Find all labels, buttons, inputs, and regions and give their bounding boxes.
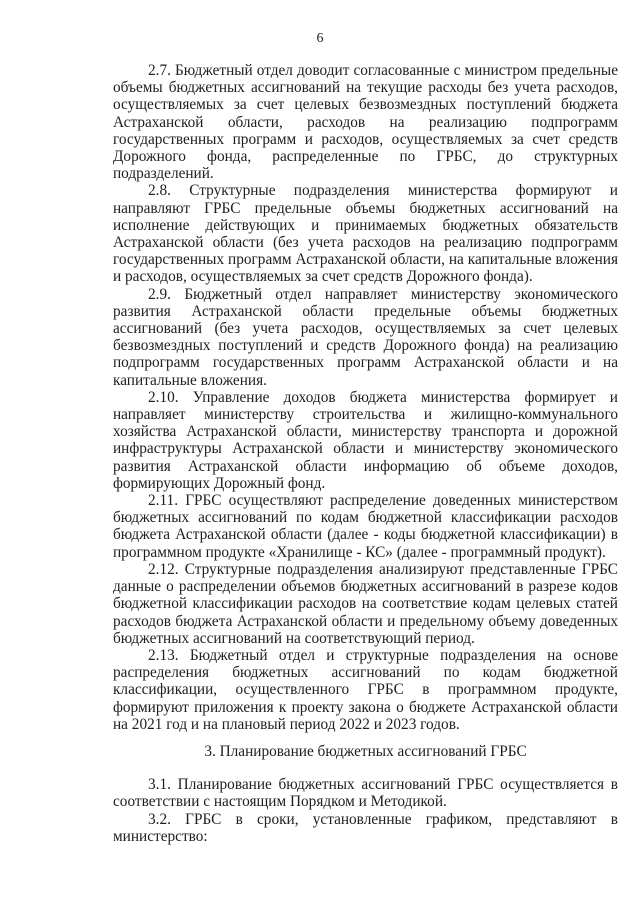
paragraph-2-9: 2.9. Бюджетный отдел направляет министерству экономического развития Астраханской области предельные объемы бюджетных ассигнований (без учета расходов, осуществляемых за счет целевых безвозмездных поступлений и средств Дорожного фонда) на реализацию подпрограмм государственных программ Астраханской области и на капитальные вложения. — [113, 285, 618, 389]
paragraph-3-2: 3.2. ГРБС в сроки, установленные графиком, представляют в министерство: — [113, 810, 618, 845]
paragraph-2-13: 2.13. Бюджетный отдел и структурные подразделения на основе распределения бюджетных ассигнований по кодам бюджетной классификации, осуществленного ГРБС в программном продукте, формируют приложения к проекту закона о бюджете Астраханской области на 2021 год и на плановый период 2022 и 2023 годов. — [113, 646, 618, 733]
paragraph-2-8: 2.8. Структурные подразделения министерства формируют и направляют ГРБС предельные объемы бюджетных ассигнований на исполнение действующих и принимаемых бюджетных обязательств Астраханской области (без учета расходов на реализацию подпрограмм государственных программ Астраханской области, на капитальные вложения и расходов, осуществляемых за счет средств Дорожного фонда). — [113, 182, 618, 286]
page-number: 6 — [316, 31, 324, 46]
paragraph-2-11: 2.11. ГРБС осуществляют распределение доведенных министерством бюджетных ассигнований по кодам бюджетной классификации расходов бюджета Астраханской области (далее - коды бюджетной классификации) в программном продукте «Хранилище - КС» (далее - программный продукт). — [113, 492, 618, 561]
paragraph-2-10: 2.10. Управление доходов бюджета министерства формирует и направляет министерству строительства и жилищно-коммунального хозяйства Астраханской области, министерству транспорта и дорожной инфраструктуры Астраханской области и министерству экономического развития Астраханской области информацию об объеме доходов, формирующих Дорожный фонд. — [113, 388, 618, 492]
paragraph-2-12: 2.12. Структурные подразделения анализируют представленные ГРБС данные о распределении объемов бюджетных ассигнований в разрезе кодов бюджетной классификации расходов на соответствие кодам целевых статей расходов бюджета Астраханской области и предельному объему доведенных бюджетных ассигнований на соответствующий период. — [113, 560, 618, 647]
paragraph-3-1: 3.1. Планирование бюджетных ассигнований ГРБС осуществляется в соответствии с настоящим Порядком и Методикой. — [113, 776, 618, 811]
section-heading: 3. Планирование бюджетных ассигнований ГРБС — [204, 742, 527, 760]
paragraph-2-7: 2.7. Бюджетный отдел доводит согласованные с министром предельные объемы бюджетных ассигнований на текущие расходы без учета расходов, осуществляемых за счет целевых безвозмездных поступлений бюджета Астраханской области, расходов на реализацию подпрограмм государственных программ и расходов, осуществляемых за счет средств Дорожного фонда, распределенные по ГРБС, до структурных подразделений. — [113, 62, 618, 183]
page-body — [113, 62, 618, 845]
